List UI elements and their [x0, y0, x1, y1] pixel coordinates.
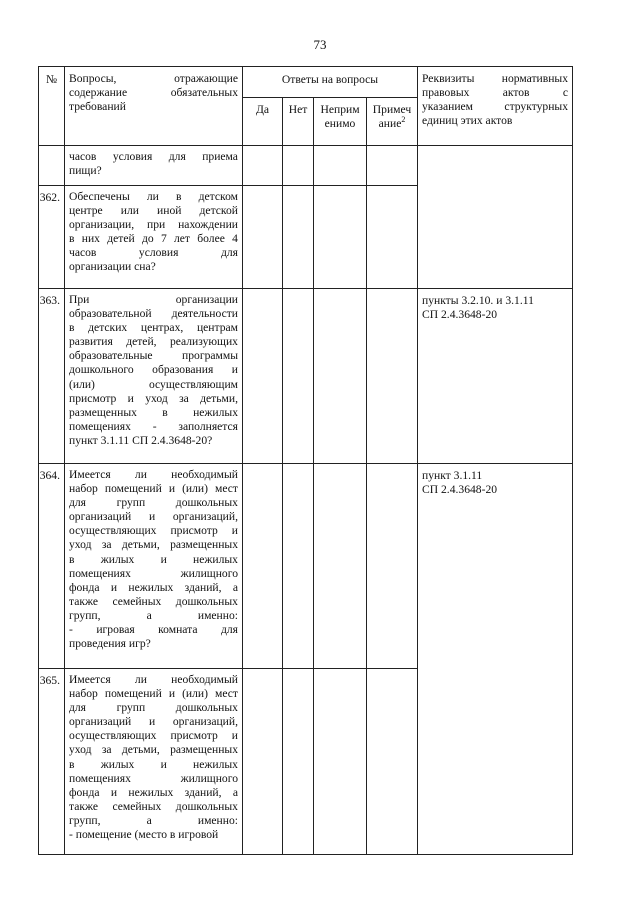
question-word: организаций,	[172, 715, 238, 729]
table-row	[39, 146, 573, 186]
question-word: для	[69, 701, 87, 715]
header-note	[367, 98, 418, 146]
header-answers: Ответы на вопросы	[243, 67, 418, 98]
question-word: дошкольных	[175, 701, 238, 715]
question-word: программы	[182, 349, 238, 363]
question-word: организаций	[69, 715, 132, 729]
question-line	[69, 567, 238, 581]
header-question-line-3: требований	[69, 100, 126, 114]
question-word: зданий,	[184, 785, 222, 799]
question-word: лет	[174, 232, 190, 246]
question-word: за	[179, 391, 189, 405]
question-word: них	[81, 232, 100, 246]
question-line	[69, 510, 238, 524]
header-no: Нет	[283, 98, 314, 146]
question-word: образовательные	[69, 349, 153, 363]
question-word: и	[148, 715, 156, 729]
table-row	[39, 289, 573, 464]
question-word: Имеется	[69, 673, 111, 686]
row-question	[65, 146, 243, 186]
header-question-word: отражающие	[174, 72, 238, 85]
answer-note-cell	[367, 289, 418, 464]
header-req-word: указанием	[422, 100, 474, 114]
question-word: 7	[160, 232, 167, 246]
question-word: или	[120, 204, 139, 218]
requisite-line: пункт 3.1.11	[422, 469, 483, 482]
question-word: нежилых	[128, 580, 174, 594]
question-word: при	[147, 218, 166, 232]
question-word: заполняется	[178, 419, 238, 433]
question-word: ли	[134, 468, 147, 481]
question-line	[69, 204, 238, 218]
question-word: и	[148, 510, 156, 524]
question-word: часов	[69, 246, 97, 260]
question-line	[69, 758, 238, 772]
question-word: жилых	[100, 757, 135, 771]
question-word: часов	[69, 150, 97, 163]
question-word: осуществляющих	[69, 524, 157, 538]
answer-na-cell	[314, 289, 367, 464]
answer-no-cell	[283, 669, 314, 855]
header-yes: Да	[243, 98, 283, 146]
question-line	[69, 772, 238, 786]
question-word: нежилых	[193, 405, 238, 419]
question-line	[69, 420, 238, 434]
question-word: присмотр	[170, 524, 218, 538]
question-line	[69, 378, 238, 392]
header-question-word: Вопросы,	[69, 72, 117, 85]
header-req-line-4: единиц этих актов	[422, 114, 513, 128]
question-word: жилищного	[180, 771, 238, 785]
header-req-word: правовых	[422, 86, 470, 100]
question-word: иной	[157, 204, 182, 218]
question-word: образования	[152, 363, 214, 377]
question-word: детском	[198, 190, 238, 203]
row-requisites	[418, 464, 573, 855]
answer-na-cell	[314, 464, 367, 669]
answer-note-cell	[367, 669, 418, 855]
header-requisites	[418, 67, 573, 146]
question-word: и	[168, 687, 176, 701]
row-number: 364.	[39, 464, 65, 669]
answer-note-cell	[367, 146, 418, 186]
question-line	[69, 524, 238, 538]
question-word: жилых	[100, 552, 135, 566]
question-word: также	[69, 594, 98, 608]
question-line	[69, 482, 238, 496]
question-line	[69, 150, 238, 164]
question-word: и	[160, 552, 167, 566]
question-word: в	[69, 321, 75, 335]
question-word: детских	[88, 321, 128, 335]
page-number: 73	[313, 37, 327, 52]
question-word: -	[152, 419, 157, 433]
question-word: (или)	[182, 687, 208, 701]
question-line	[69, 623, 238, 637]
question-line	[69, 307, 238, 321]
question-word: присмотр	[170, 729, 218, 743]
question-word: в	[69, 232, 75, 246]
question-line	[69, 232, 238, 246]
question-word: и	[110, 580, 118, 594]
answer-yes-cell	[243, 464, 283, 669]
requirements-table	[38, 66, 573, 855]
question-word: и	[231, 729, 238, 743]
question-word: а	[232, 580, 238, 594]
question-line	[69, 335, 238, 349]
question-word: для	[220, 623, 238, 637]
question-line	[69, 814, 238, 828]
question-word: 4	[232, 232, 238, 246]
question-word: нежилых	[128, 785, 174, 799]
header-req-word: нормативных	[501, 72, 568, 85]
question-word: нахождении	[178, 218, 238, 232]
header-question-word: содержание	[69, 86, 128, 100]
header-note-text: ание	[378, 117, 402, 131]
question-line	[69, 363, 238, 377]
question-word: и	[127, 391, 134, 405]
question-word: ли	[134, 673, 147, 686]
requisite-line: СП 2.4.3648-20	[422, 483, 498, 497]
question-line	[69, 609, 238, 623]
header-na-line-2: енимо	[324, 117, 356, 131]
question-word: более	[197, 232, 225, 246]
question-word: необходимый	[171, 673, 238, 686]
question-word: дошкольных	[175, 594, 238, 608]
question-word: жилищного	[180, 566, 238, 580]
row-number: 363.	[39, 289, 65, 464]
question-word: дошкольных	[175, 799, 238, 813]
question-line	[69, 392, 238, 406]
question-word: центрам	[196, 321, 238, 335]
question-word: фонда	[69, 785, 100, 799]
question-word: помещениях	[69, 566, 131, 580]
question-line	[69, 406, 238, 420]
question-word: осуществляющих	[69, 729, 157, 743]
question-word: и	[110, 785, 118, 799]
header-question-word: обязательных	[170, 86, 238, 100]
answer-na-cell	[314, 186, 367, 289]
row-number	[39, 146, 65, 186]
row-number: 365.	[39, 669, 65, 855]
header-req-line-3	[422, 100, 568, 114]
question-line	[69, 687, 238, 701]
header-na	[314, 98, 367, 146]
question-word: (или)	[69, 377, 95, 391]
question-word: а	[146, 608, 152, 622]
question-line	[69, 349, 238, 363]
question-line	[69, 321, 238, 335]
row-question	[65, 669, 243, 855]
question-word: реализующих	[169, 335, 238, 349]
question-word: организации	[175, 293, 238, 306]
question-word: условия	[112, 150, 153, 163]
question-word: детьми,	[200, 391, 238, 405]
answer-na-cell	[314, 146, 367, 186]
requisite-line: пункты 3.2.10. и 3.1.11	[422, 294, 534, 307]
question-word: и	[160, 757, 167, 771]
question-word: нежилых	[193, 757, 238, 771]
answer-note-cell	[367, 464, 418, 669]
question-word: мест	[215, 482, 238, 496]
question-word: дошкольного	[69, 363, 134, 377]
question-line	[69, 743, 238, 757]
answer-no-cell	[283, 146, 314, 186]
question-word: уход	[69, 538, 92, 552]
question-word: необходимый	[171, 468, 238, 481]
question-word: условия	[138, 246, 179, 260]
question-word: и	[231, 524, 238, 538]
question-word: центрах,	[140, 321, 184, 335]
question-word: мест	[215, 687, 238, 701]
question-word: за	[101, 538, 112, 552]
header-row	[39, 67, 573, 98]
answer-yes-cell	[243, 186, 283, 289]
question-word: а	[232, 785, 238, 799]
row-question	[65, 464, 243, 669]
question-word: также	[69, 799, 98, 813]
question-word: игровая	[96, 623, 135, 637]
header-na-line-1: Неприм	[320, 103, 360, 116]
question-word: (или)	[182, 482, 208, 496]
question-word: дошкольных	[175, 496, 238, 510]
row-number: 362.	[39, 186, 65, 289]
question-word: для	[69, 496, 87, 510]
question-word: детей	[107, 232, 135, 246]
question-word: помещений	[104, 687, 162, 701]
question-word: детской	[199, 204, 238, 218]
question-word: организации,	[69, 218, 135, 232]
question-word: развития	[69, 335, 113, 349]
question-line	[69, 715, 238, 729]
question-line	[69, 246, 238, 260]
question-line: проведения игр?	[69, 637, 151, 651]
question-word: ли	[146, 190, 159, 203]
header-note-line-1: Примеч	[372, 103, 412, 116]
question-word: зданий,	[184, 580, 222, 594]
answer-no-cell	[283, 186, 314, 289]
question-word: и	[168, 482, 176, 496]
question-line	[69, 496, 238, 510]
question-word: в	[162, 405, 168, 419]
answer-note-cell	[367, 186, 418, 289]
question-line	[69, 581, 238, 595]
question-word: детей,	[126, 335, 157, 349]
question-word: присмотр	[69, 391, 117, 405]
question-word: При	[69, 293, 90, 306]
question-line	[69, 800, 238, 814]
question-word: -	[69, 623, 73, 637]
question-word: семейных	[112, 594, 162, 608]
answer-no-cell	[283, 289, 314, 464]
header-req-line-2	[422, 86, 568, 100]
question-word: именно:	[197, 608, 238, 622]
question-line	[69, 729, 238, 743]
question-word: именно:	[197, 813, 238, 827]
header-req-line-1	[422, 72, 568, 86]
row-requisites	[418, 146, 573, 289]
question-word: за	[101, 743, 112, 757]
header-req-word: с	[562, 86, 568, 100]
row-question	[65, 186, 243, 289]
question-word: Обеспечены	[69, 190, 130, 203]
question-word: размещенных	[170, 538, 238, 552]
question-line	[69, 538, 238, 552]
row-question	[65, 289, 243, 464]
answer-yes-cell	[243, 669, 283, 855]
question-line	[69, 673, 238, 687]
footnote-marker: 2	[401, 115, 406, 125]
question-word: для	[220, 246, 238, 260]
question-line: организации сна?	[69, 260, 156, 274]
question-line: пункт 3.1.11 СП 2.4.3648-20?	[69, 433, 213, 447]
answer-yes-cell	[243, 289, 283, 464]
question-word: и	[231, 363, 238, 377]
header-req-word: актов	[502, 86, 530, 100]
question-word: организаций	[69, 510, 132, 524]
question-word: для	[168, 150, 186, 163]
question-word: размещенных	[170, 743, 238, 757]
question-word: набор	[69, 687, 98, 701]
question-word: семейных	[112, 799, 162, 813]
header-question-line-2	[69, 86, 238, 100]
question-word: групп,	[69, 608, 101, 622]
question-word: групп	[116, 496, 146, 510]
question-word: в	[176, 190, 182, 203]
question-word: уход	[145, 391, 168, 405]
question-line	[69, 786, 238, 800]
question-line: - помещение (место в игровой	[69, 828, 219, 842]
question-line	[69, 553, 238, 567]
answer-yes-cell	[243, 146, 283, 186]
question-word: помещений	[104, 482, 162, 496]
header-question	[65, 67, 243, 146]
question-word: уход	[69, 743, 92, 757]
question-word: детьми,	[121, 743, 160, 757]
question-word: нежилых	[193, 552, 238, 566]
question-word: детьми,	[121, 538, 160, 552]
question-word: групп,	[69, 813, 101, 827]
question-line	[69, 701, 238, 715]
table-row	[39, 464, 573, 669]
question-word: размещенных	[69, 405, 137, 419]
header-req-word: структурных	[504, 100, 568, 114]
question-word: организаций,	[172, 510, 238, 524]
row-requisites	[418, 289, 573, 464]
header-question-line-1	[69, 72, 238, 86]
question-word: центре	[69, 204, 103, 218]
question-word: осуществляющим	[148, 377, 238, 391]
question-word: в	[69, 757, 75, 771]
question-line	[69, 595, 238, 609]
question-line	[69, 218, 238, 232]
question-line	[69, 468, 238, 482]
question-line: пищи?	[69, 164, 102, 178]
question-word: приема	[202, 150, 238, 163]
question-word: фонда	[69, 580, 100, 594]
requisite-line: СП 2.4.3648-20	[422, 308, 498, 322]
question-word: деятельности	[171, 307, 238, 321]
question-word: а	[146, 813, 152, 827]
answer-na-cell	[314, 669, 367, 855]
answer-no-cell	[283, 464, 314, 669]
question-word: помещениях	[69, 771, 131, 785]
question-line	[69, 190, 238, 204]
question-word: набор	[69, 482, 98, 496]
question-line	[69, 293, 238, 307]
question-word: в	[69, 552, 75, 566]
question-word: образовательной	[69, 307, 152, 321]
question-word: комната	[158, 623, 198, 637]
question-word: до	[141, 232, 154, 246]
question-word: Имеется	[69, 468, 111, 481]
header-note-line-2	[367, 117, 417, 131]
question-word: помещениях	[69, 419, 131, 433]
question-word: групп	[116, 701, 146, 715]
header-num: №	[39, 67, 65, 146]
header-req-word: Реквизиты	[422, 72, 475, 85]
